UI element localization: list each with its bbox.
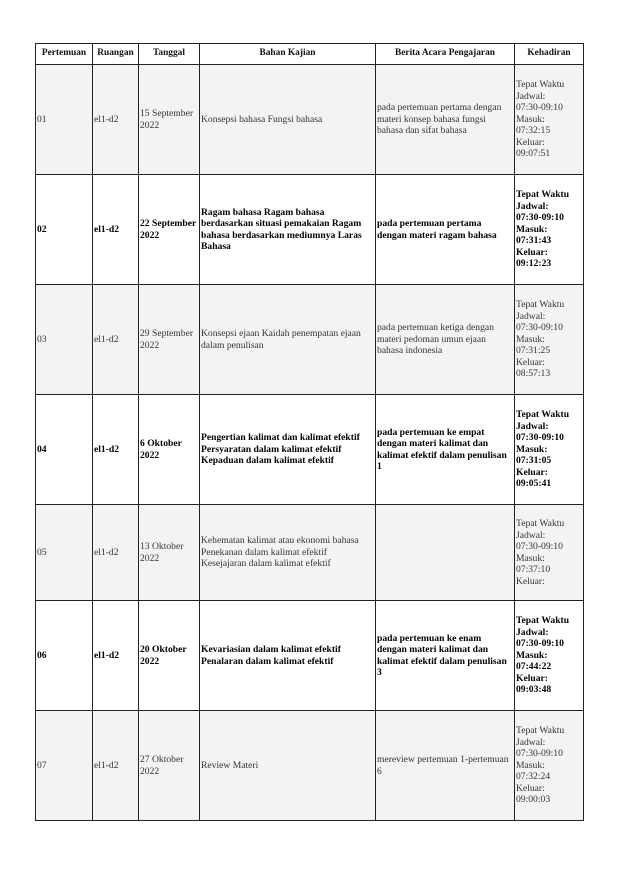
cell-bahan-kajian: Konsepsi ejaan Kaidah penempatan ejaan dalam penulisan: [200, 285, 376, 395]
kehadiran-masuk-value: 07:44:22: [516, 661, 552, 673]
kehadiran-keluar-label: Keluar:: [516, 466, 548, 478]
kehadiran-jadwal-value: 07:30-09:10: [516, 748, 563, 760]
cell-tanggal: 22 September 2022: [139, 175, 200, 285]
kehadiran-keluar-value: 09:12:23: [516, 258, 552, 270]
kehadiran-status: Tepat Waktu: [516, 725, 565, 737]
cell-tanggal: 15 September 2022: [139, 65, 200, 175]
cell-bahan-kajian: Kehematan kalimat atau ekonomi bahasa Penekanan dalam kalimat efektif Kesejajaran dalam kalimat efektif: [200, 505, 376, 601]
kehadiran-masuk-label: Masuk:: [516, 113, 545, 125]
header-berita-acara: Berita Acara Pengajaran: [376, 44, 515, 65]
kehadiran-keluar-label: Keluar:: [516, 356, 545, 368]
cell-bahan-kajian: Review Materi: [200, 711, 376, 821]
cell-pertemuan: 02: [36, 175, 93, 285]
cell-ruangan: el1-d2: [93, 601, 139, 711]
kehadiran-jadwal-label: Jadwal:: [516, 736, 546, 748]
kehadiran-jadwal-label: Jadwal:: [516, 626, 549, 638]
cell-berita-acara: pada pertemuan pertama dengan materi konsep bahasa fungsi bahasa dan sifat bahasa: [376, 65, 515, 175]
cell-ruangan: el1-d2: [93, 711, 139, 821]
kehadiran-jadwal-label: Jadwal:: [516, 310, 546, 322]
cell-kehadiran: [515, 65, 584, 175]
kehadiran-status: Tepat Waktu: [516, 79, 565, 91]
kehadiran-keluar-value: 09:05:41: [516, 478, 552, 490]
attendance-table-container: [35, 43, 583, 821]
kehadiran-keluar-value: 09:00:03: [516, 794, 551, 806]
cell-ruangan: el1-d2: [93, 395, 139, 505]
kehadiran-masuk-label: Masuk:: [516, 759, 545, 771]
table-row: [36, 175, 584, 285]
cell-pertemuan: 03: [36, 285, 93, 395]
attendance-table: [35, 43, 584, 821]
kehadiran-jadwal-label: Jadwal:: [516, 529, 546, 541]
kehadiran-jadwal-value: 07:30-09:10: [516, 638, 564, 650]
kehadiran-keluar-label: Keluar:: [516, 575, 545, 587]
header-kehadiran: Kehadiran: [515, 44, 584, 65]
cell-tanggal: 20 Oktober 2022: [139, 601, 200, 711]
table-row: [36, 395, 584, 505]
kehadiran-masuk-value: 07:37:10: [516, 564, 551, 575]
kehadiran-status: Tepat Waktu: [516, 409, 570, 421]
cell-berita-acara: mereview pertemuan 1-pertemuan 6: [376, 711, 515, 821]
kehadiran-masuk-label: Masuk:: [516, 649, 548, 661]
table-row: [36, 601, 584, 711]
cell-kehadiran: [515, 601, 584, 711]
cell-ruangan: el1-d2: [93, 175, 139, 285]
kehadiran-masuk-value: 07:31:05: [516, 455, 552, 467]
header-tanggal: Tanggal: [139, 44, 200, 65]
cell-ruangan: el1-d2: [93, 505, 139, 601]
kehadiran-status: Tepat Waktu: [516, 518, 565, 529]
kehadiran-jadwal-value: 07:30-09:10: [516, 102, 563, 114]
kehadiran-jadwal-label: Jadwal:: [516, 200, 549, 212]
cell-tanggal: 27 Oktober 2022: [139, 711, 200, 821]
kehadiran-keluar-label: Keluar:: [516, 782, 545, 794]
kehadiran-masuk-value: 07:32:24: [516, 771, 551, 783]
kehadiran-masuk-label: Masuk:: [516, 223, 548, 235]
kehadiran-masuk-label: Masuk:: [516, 333, 545, 345]
kehadiran-masuk-value: 07:31:43: [516, 235, 552, 247]
cell-tanggal: 13 Oktober 2022: [139, 505, 200, 601]
kehadiran-jadwal-label: Jadwal:: [516, 90, 546, 102]
cell-kehadiran: [515, 285, 584, 395]
cell-berita-acara: pada pertemuan pertama dengan materi ragam bahasa: [376, 175, 515, 285]
cell-pertemuan: 07: [36, 711, 93, 821]
cell-pertemuan: 06: [36, 601, 93, 711]
kehadiran-masuk-value: 07:32:15: [516, 125, 551, 137]
cell-pertemuan: 05: [36, 505, 93, 601]
kehadiran-keluar-label: Keluar:: [516, 672, 548, 684]
kehadiran-status: Tepat Waktu: [516, 189, 570, 201]
cell-berita-acara: pada pertemuan ke empat dengan materi kalimat dan kalimat efektif dalam penulisan 1: [376, 395, 515, 505]
kehadiran-keluar-label: Keluar:: [516, 246, 548, 258]
kehadiran-jadwal-label: Jadwal:: [516, 420, 549, 432]
header-bahan-kajian: Bahan Kajian: [200, 44, 376, 65]
table-header-row: [36, 44, 584, 65]
kehadiran-jadwal-value: 07:30-09:10: [516, 212, 564, 224]
cell-pertemuan: 04: [36, 395, 93, 505]
cell-kehadiran: [515, 175, 584, 285]
cell-berita-acara: [376, 505, 515, 601]
kehadiran-keluar-label: Keluar:: [516, 136, 545, 148]
header-ruangan: Ruangan: [93, 44, 139, 65]
table-row: [36, 505, 584, 601]
cell-bahan-kajian: Konsepsi bahasa Fungsi bahasa: [200, 65, 376, 175]
cell-bahan-kajian: Ragam bahasa Ragam bahasa berdasarkan situasi pemakaian Ragam bahasa berdasarkan mediumnya Laras Bahasa: [200, 175, 376, 285]
cell-bahan-kajian: Pengertian kalimat dan kalimat efektif Persyaratan dalam kalimat efektif Kepaduan dalam kalimat efektif: [200, 395, 376, 505]
kehadiran-jadwal-value: 07:30-09:10: [516, 432, 564, 444]
cell-ruangan: el1-d2: [93, 285, 139, 395]
cell-berita-acara: pada pertemuan ketiga dengan materi pedoman umun ejaan bahasa indonesia: [376, 285, 515, 395]
table-row: [36, 65, 584, 175]
cell-kehadiran: [515, 505, 584, 601]
kehadiran-masuk-value: 07:31:25: [516, 345, 551, 357]
cell-ruangan: el1-d2: [93, 65, 139, 175]
cell-bahan-kajian: Kevariasian dalam kalimat efektif Penalaran dalam kalimat efektif: [200, 601, 376, 711]
cell-tanggal: 6 Oktober 2022: [139, 395, 200, 505]
cell-tanggal: 29 September 2022: [139, 285, 200, 395]
kehadiran-keluar-value: 09:03:48: [516, 684, 552, 696]
table-row: [36, 285, 584, 395]
kehadiran-jadwal-value: 07:30-09:10: [516, 541, 563, 552]
cell-pertemuan: 01: [36, 65, 93, 175]
kehadiran-status: Tepat Waktu: [516, 299, 565, 311]
kehadiran-masuk-label: Masuk:: [516, 552, 545, 564]
kehadiran-masuk-label: Masuk:: [516, 443, 548, 455]
cell-berita-acara: pada pertemuan ke enam dengan materi kalimat dan kalimat efektif dalam penulisan 3: [376, 601, 515, 711]
kehadiran-keluar-value: 09:07:51: [516, 148, 551, 160]
header-pertemuan: Pertemuan: [36, 44, 93, 65]
table-row: [36, 711, 584, 821]
kehadiran-keluar-value: 08:57:13: [516, 368, 551, 380]
kehadiran-status: Tepat Waktu: [516, 615, 570, 627]
cell-kehadiran: [515, 711, 584, 821]
cell-kehadiran: [515, 395, 584, 505]
kehadiran-jadwal-value: 07:30-09:10: [516, 322, 563, 334]
